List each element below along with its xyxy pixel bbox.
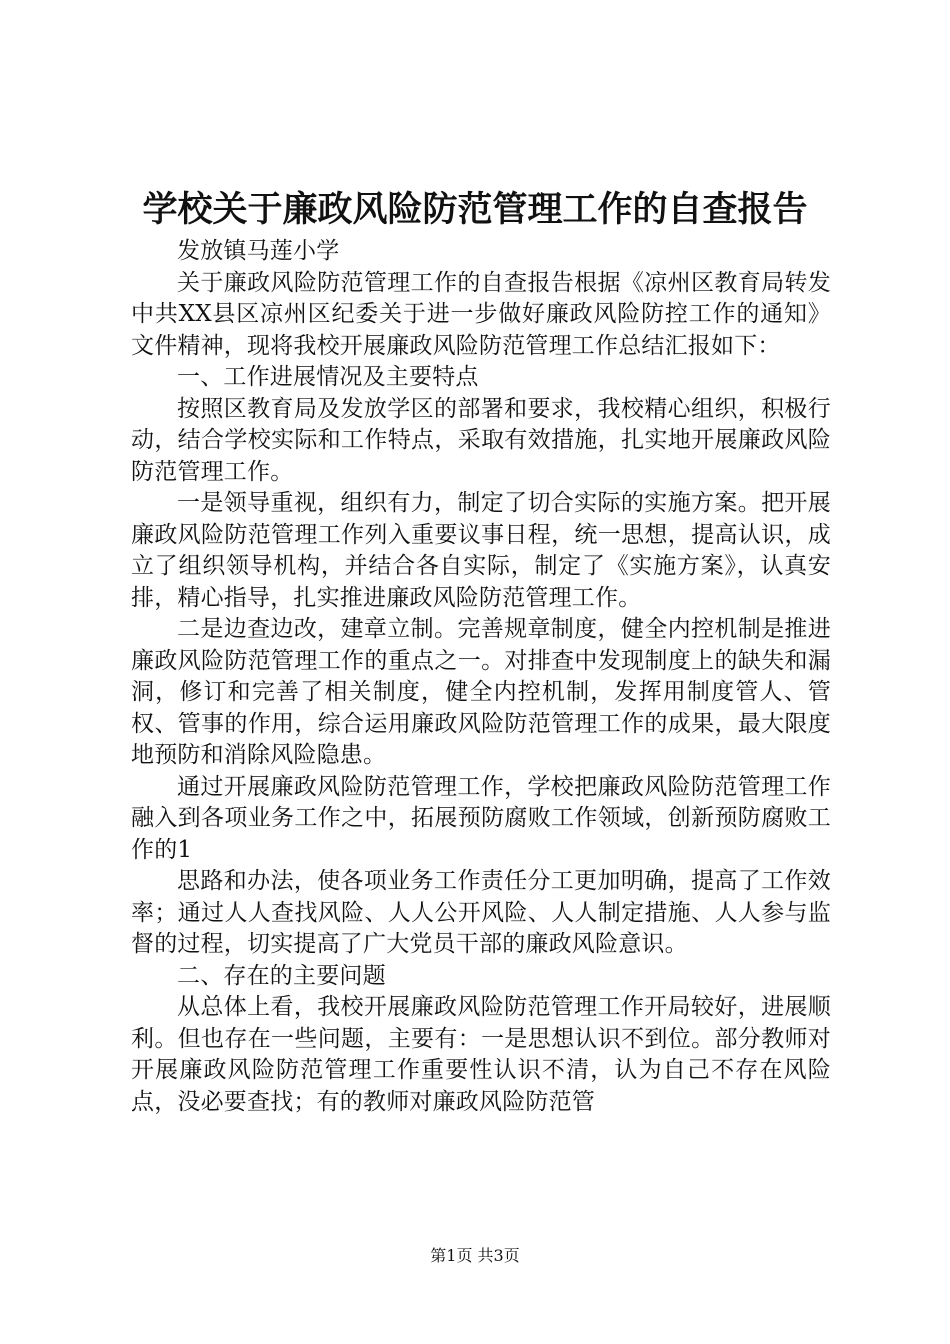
paragraph: 一是领导重视，组织有力，制定了切合实际的实施方案。把开展廉政风险防范管理工作列入重要议事日程，统一思想，提高认识，成立了组织领导机构，并结合各自实际，制定了《实施方案》，认真安排，精心指导，扎实推进廉政风险防范管理工作。 [131,490,831,611]
page-footer: 第1页 共3页 [430,1246,520,1265]
paragraph: 二是边查边改，建章立制。完善规章制度，健全内控机制是推进廉政风险防范管理工作的重点之一。对排查中发现制度上的缺失和漏洞，修订和完善了相关制度，健全内控机制，发挥用制度管人、管权、管事的作用，综合运用廉政风险防范管理工作的成果，最大限度地预防和消除风险隐患。 [131,616,831,768]
paragraph: 思路和办法，使各项业务工作责任分工更加明确，提高了工作效率；通过人人查找风险、人人公开风险、人人制定措施、人人参与监督的过程，切实提高了广大党员干部的廉政风险意识。 [131,868,831,957]
document-body [131,236,831,1118]
paragraph: 通过开展廉政风险防范管理工作，学校把廉政风险防范管理工作融入到各项业务工作之中，拓展预防腐败工作领域，创新预防腐败工作的1 [131,773,831,863]
paragraph: 从总体上看，我校开展廉政风险防范管理工作开局较好，进展顺利。但也存在一些问题，主要有：一是思想认识不到位。部分教师对开展廉政风险防范管理工作重要性认识不清，认为自己不存在风险点，没必要查找；有的教师对廉政风险防范管 [131,994,831,1115]
section-heading-2: 二、存在的主要问题 [177,962,386,989]
paragraph: 按照区教育局及发放学区的部署和要求，我校精心组织，积极行动，结合学校实际和工作特点，采取有效措施，扎实地开展廉政风险防范管理工作。 [131,395,831,485]
paragraph-author: 发放镇马莲小学 [177,238,340,264]
paragraph-intro: 关于廉政风险防范管理工作的自查报告根据《凉州区教育局转发中共XX县区凉州区纪委关于进一步做好廉政风险防控工作的通知》文件精神，现将我校开展廉政风险防范管理工作总结汇报如下： [131,269,831,359]
section-heading-1: 一、工作进展情况及主要特点 [177,364,479,390]
document-title: 学校关于廉政风险防范管理工作的自查报告 [142,189,808,230]
